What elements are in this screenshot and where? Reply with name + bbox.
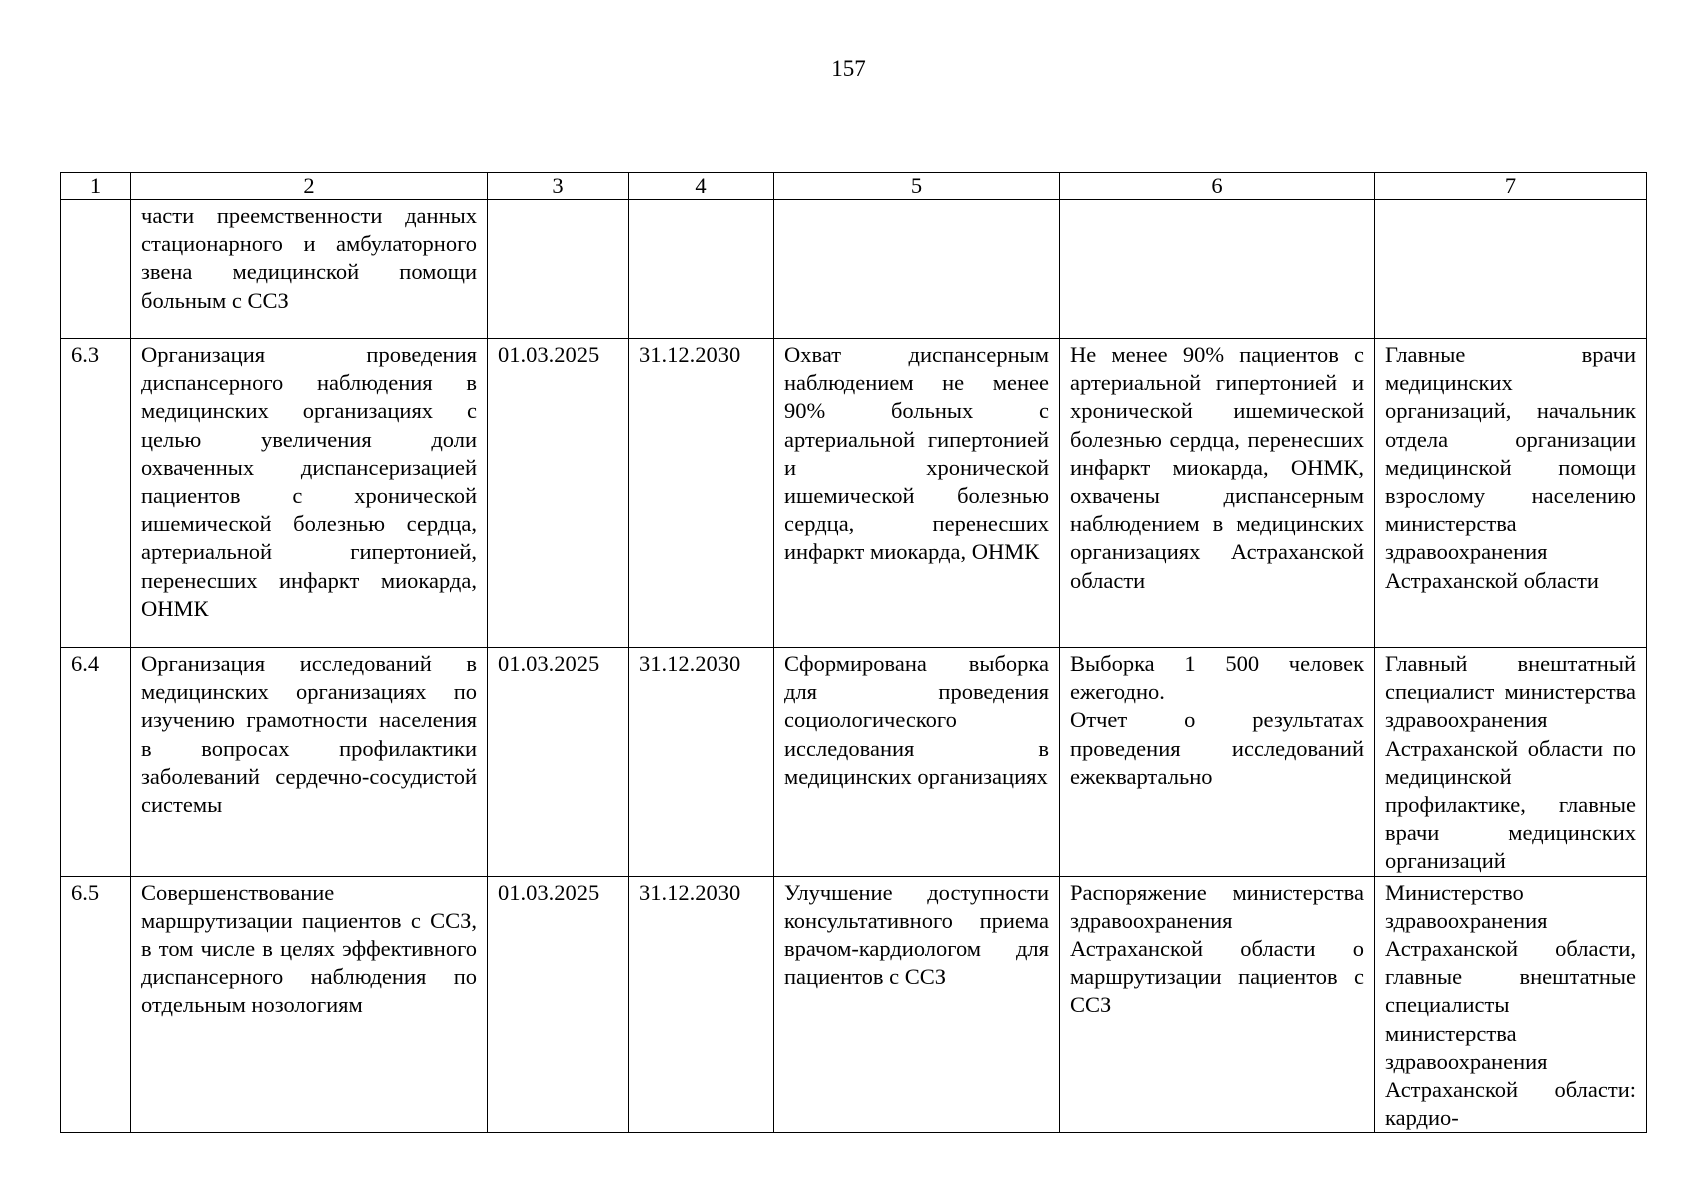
- event-description: Совершенствование маршрутизации пациентов с ССЗ, в том числе в целях эффективного диспансерного наблюдения по отдельным нозологиям: [131, 876, 488, 1133]
- item-number: [61, 200, 131, 339]
- responsible-party: Главные врачи медицинских организаций, начальник отдела организации медицинской помощи взрослому населению министерства здравоохранения Астраханской области: [1375, 339, 1647, 648]
- control-indicator: Распоряжение министерства здравоохранения Астраханской области о маршрутизации пациентов с ССЗ: [1060, 876, 1375, 1133]
- activity-plan-table: [60, 172, 1647, 1133]
- item-number: 6.3: [61, 339, 131, 648]
- page-number: 157: [831, 56, 866, 81]
- end-date: [629, 200, 774, 339]
- start-date: [488, 200, 629, 339]
- control-indicator: Выборка 1 500 человек ежегодно. Отчет о результатах проведения исследований ежеквартально: [1060, 648, 1375, 877]
- item-number: 6.5: [61, 876, 131, 1133]
- start-date: 01.03.2025: [488, 648, 629, 877]
- column-header-2: 2: [131, 173, 488, 200]
- column-header-3: 3: [488, 173, 629, 200]
- event-description: части преемственности данных стационарного и амбулаторного звена медицинской помощи больным с ССЗ: [131, 200, 488, 339]
- column-header-5: 5: [774, 173, 1060, 200]
- expected-result: Сформирована выборка для проведения социологического исследования в медицинских организациях: [774, 648, 1060, 877]
- table-row: [61, 876, 1647, 1133]
- end-date: 31.12.2030: [629, 339, 774, 648]
- table-row: [61, 339, 1647, 648]
- item-number: 6.4: [61, 648, 131, 877]
- responsible-party: Главный внештатный специалист министерства здравоохранения Астраханской области по медицинской профилактике, главные врачи медицинских организаций: [1375, 648, 1647, 877]
- event-description: Организация проведения диспансерного наблюдения в медицинских организациях с целью увеличения доли охваченных диспансеризацией пациентов с хронической ишемической болезнью сердца, артериальной гипертонией, перенесших инфаркт миокарда, ОНМК: [131, 339, 488, 648]
- table-header-row: [61, 173, 1647, 200]
- table-row: [61, 648, 1647, 877]
- event-description: Организация исследований в медицинских организациях по изучению грамотности населения в вопросах профилактики заболеваний сердечно-сосудистой системы: [131, 648, 488, 877]
- expected-result: [774, 200, 1060, 339]
- start-date: 01.03.2025: [488, 339, 629, 648]
- column-header-6: 6: [1060, 173, 1375, 200]
- control-indicator: [1060, 200, 1375, 339]
- column-header-1: 1: [61, 173, 131, 200]
- control-indicator: Не менее 90% пациентов с артериальной гипертонией и хронической ишемической болезнью сердца, перенесших инфаркт миокарда, ОНМК, охвачены диспансерным наблюдением в медицинских организациях Астраханской области: [1060, 339, 1375, 648]
- column-header-4: 4: [629, 173, 774, 200]
- start-date: 01.03.2025: [488, 876, 629, 1133]
- table-row: [61, 200, 1647, 339]
- expected-result: Улучшение доступности консультативного приема врачом-кардиологом для пациентов с ССЗ: [774, 876, 1060, 1133]
- end-date: 31.12.2030: [629, 876, 774, 1133]
- end-date: 31.12.2030: [629, 648, 774, 877]
- expected-result: Охват диспансерным наблюдением не менее 90% больных с артериальной гипертонией и хронической ишемической болезнью сердца, перенесших инфаркт миокарда, ОНМК: [774, 339, 1060, 648]
- responsible-party: Министерство здравоохранения Астраханской области, главные внештатные специалисты министерства здравоохранения Астраханской области: кардио-: [1375, 876, 1647, 1133]
- responsible-party: [1375, 200, 1647, 339]
- column-header-7: 7: [1375, 173, 1647, 200]
